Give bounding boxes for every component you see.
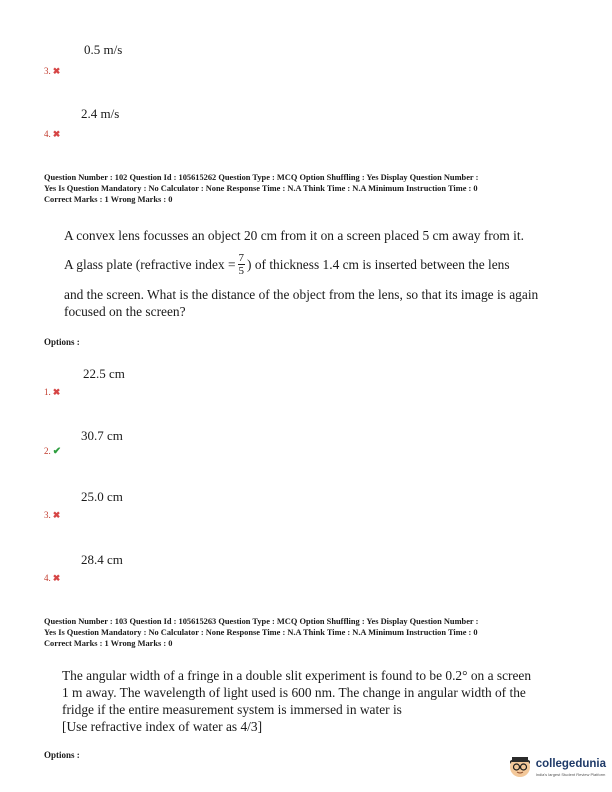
wrong-cross-icon: ✖ [52, 387, 61, 397]
wrong-cross-icon: ✖ [52, 510, 61, 520]
option-number [44, 573, 60, 584]
question-text-block [62, 667, 531, 735]
question-meta [44, 172, 478, 205]
option-number [44, 66, 60, 77]
options-label: Options : [44, 337, 80, 347]
option-number [44, 510, 60, 521]
meta-line: Yes Is Question Mandatory : No Calculator : None Response Time : N.A Think Time : N.A Minimum Instruction Time : 0 [44, 184, 478, 193]
fraction-denominator: 5 [238, 264, 245, 277]
options-label: Options : [44, 750, 80, 760]
option-value: 25.0 cm [81, 489, 123, 504]
option-number-label: 4. [44, 573, 51, 583]
wrong-cross-icon: ✖ [52, 66, 61, 76]
option-value: 28.4 cm [81, 552, 123, 567]
question-text-line: fridge if the entire measurement system is immersed in water is [62, 702, 402, 717]
option-number [44, 129, 60, 140]
question-text-line: and the screen. What is the distance of the object from the lens, so that its image is again [64, 287, 539, 302]
question-text-fragment: A glass plate (refractive index = [64, 256, 236, 272]
meta-line: Correct Marks : 1 Wrong Marks : 0 [44, 639, 173, 648]
option-value: 22.5 cm [83, 366, 125, 381]
option-number-label: 3. [44, 66, 51, 76]
logo-name: collegedunia [535, 757, 606, 770]
fraction-numerator: 7 [238, 251, 245, 264]
question-text-line: focused on the screen? [64, 304, 186, 319]
question-text-line [64, 249, 510, 279]
option-number-label: 1. [44, 387, 51, 397]
logo-tagline: India's largest Student Review Platform [535, 771, 606, 777]
option-number-label: 4. [44, 129, 51, 139]
collegedunia-logo [507, 752, 606, 778]
meta-line: Question Number : 103 Question Id : 105615263 Question Type : MCQ Option Shuffling : Yes Display Question Number : [44, 617, 479, 626]
wrong-cross-icon: ✖ [52, 129, 61, 139]
mascot-icon [507, 752, 533, 778]
correct-check-icon: ✔ [52, 446, 62, 457]
option-value: 30.7 cm [81, 428, 123, 443]
question-text-fragment: ) of thickness 1.4 cm is inserted between the lens [247, 256, 510, 272]
option-number [44, 446, 61, 457]
option-number [44, 387, 60, 398]
option-value: 2.4 m/s [81, 106, 120, 121]
question-text-line: [Use refractive index of water as 4/3] [62, 719, 263, 734]
meta-line: Question Number : 102 Question Id : 105615262 Question Type : MCQ Option Shuffling : Yes Display Question Number : [44, 173, 479, 182]
meta-line: Correct Marks : 1 Wrong Marks : 0 [44, 195, 173, 204]
question-meta [44, 616, 478, 649]
fraction [238, 252, 246, 277]
option-number-label: 2. [44, 446, 51, 456]
option-value: 0.5 m/s [84, 42, 123, 57]
question-text-line: 1 m away. The wavelength of light used is 600 nm. The change in angular width of the [62, 685, 526, 700]
wrong-cross-icon: ✖ [52, 573, 61, 583]
question-text-line: A convex lens focusses an object 20 cm from it on a screen placed 5 cm away from it. [64, 228, 524, 243]
option-number-label: 3. [44, 510, 51, 520]
question-text-line: The angular width of a fringe in a double slit experiment is found to be 0.2° on a screen [62, 668, 532, 683]
meta-line: Yes Is Question Mandatory : No Calculator : None Response Time : N.A Think Time : N.A Minimum Instruction Time : 0 [44, 628, 478, 637]
